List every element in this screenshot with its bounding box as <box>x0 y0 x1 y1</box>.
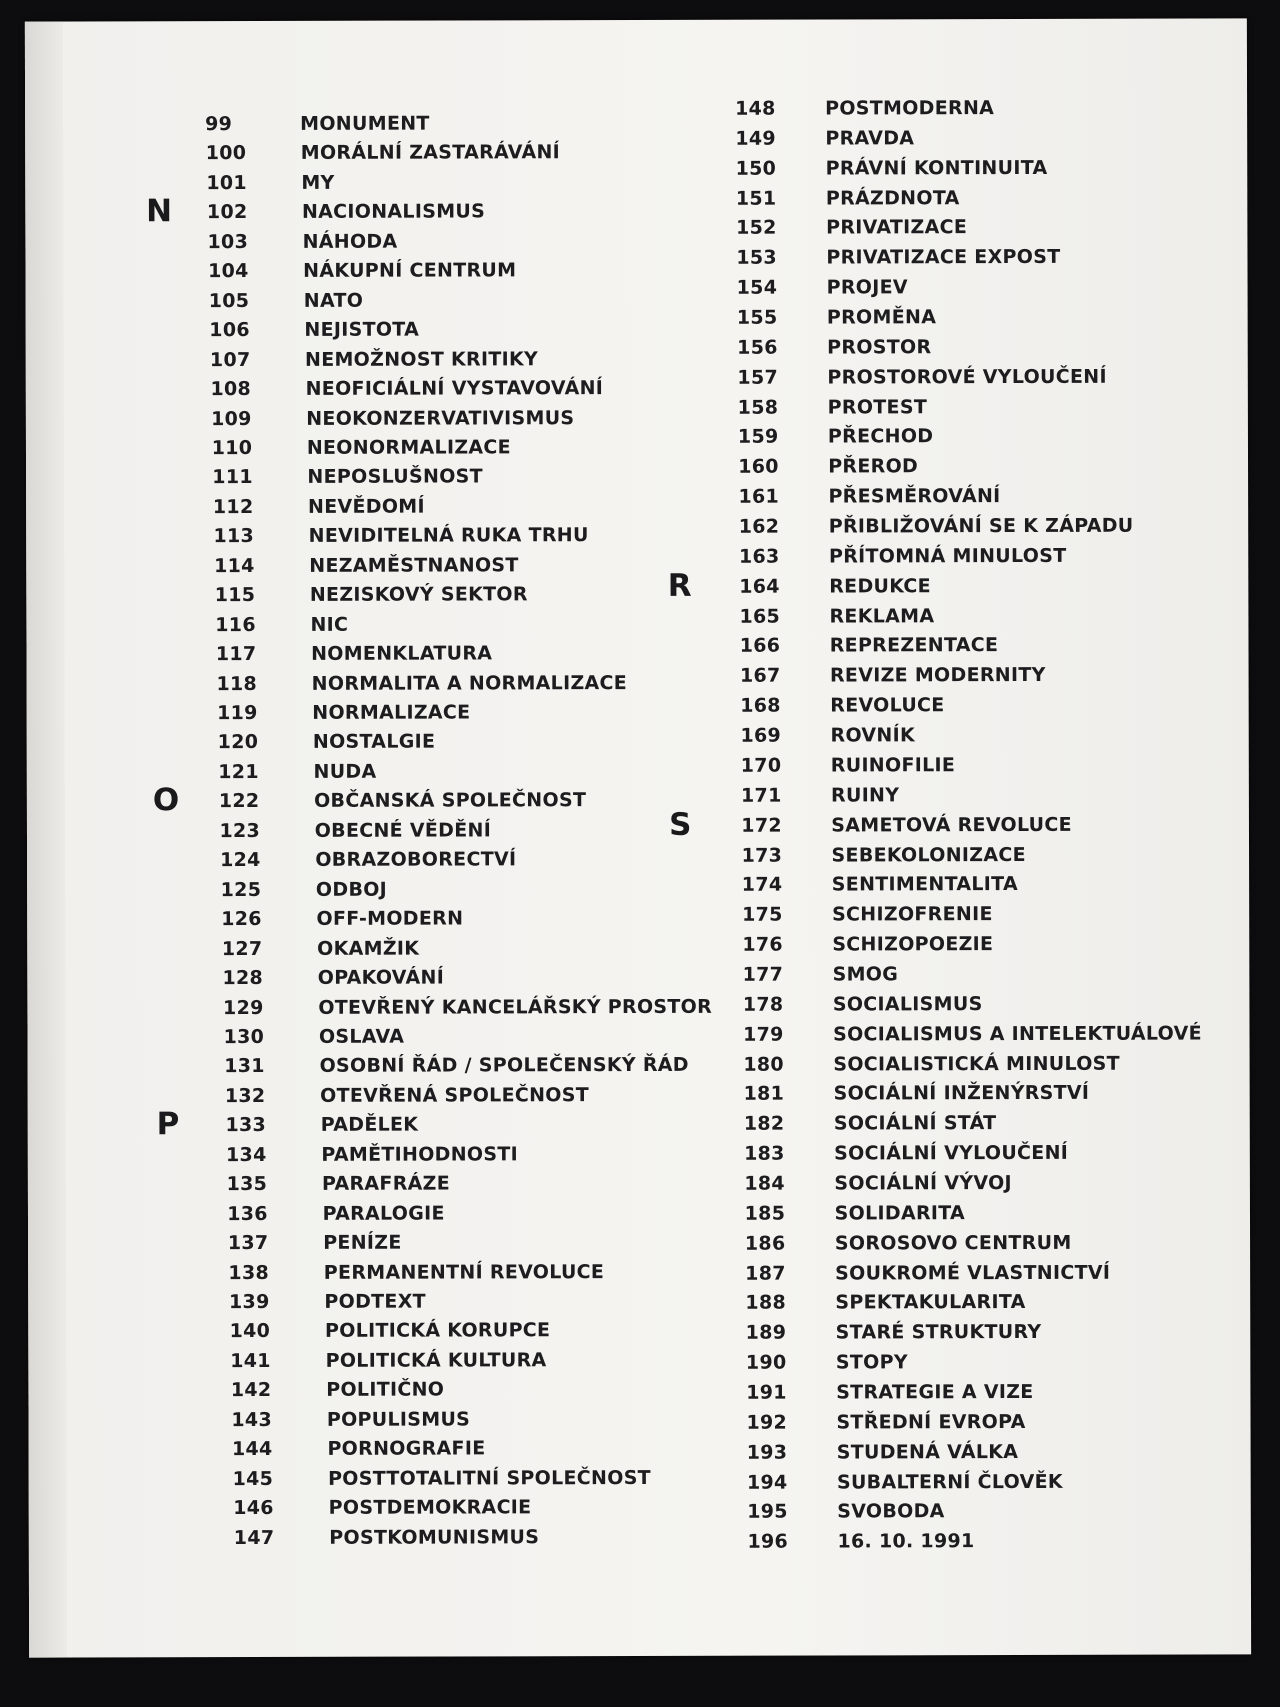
entry-page-number: 120 <box>217 731 259 754</box>
entry-page-number: 150 <box>735 157 777 180</box>
entry-term: PARALOGIE <box>322 1202 445 1225</box>
entry-term: SOCIALISTICKÁ MINULOST <box>833 1052 1120 1076</box>
entry-page-number: 179 <box>743 1023 784 1046</box>
entry-term: STRATEGIE A VIZE <box>836 1380 1034 1404</box>
entry-term: SOCIÁLNÍ VÝVOJ <box>834 1171 1012 1195</box>
entry-page-number: 123 <box>219 819 261 842</box>
entry-term: PRÁZDNOTA <box>825 186 960 210</box>
entry-page-number: 154 <box>736 276 778 299</box>
entry-term: REDUKCE <box>829 574 931 598</box>
entry-page-number: 195 <box>747 1501 788 1524</box>
entry-term: OSOBNÍ ŘÁD / SPOLEČENSKÝ ŘÁD <box>319 1054 689 1078</box>
entry-page-number: 186 <box>744 1232 786 1255</box>
entry-page-number: 101 <box>206 171 247 195</box>
entry-term: PROSTOROVÉ VYLOUČENÍ <box>827 365 1107 389</box>
entry-page-number: 137 <box>227 1232 269 1255</box>
entry-page-number: 107 <box>209 348 251 371</box>
entry-term: SPEKTAKULARITA <box>835 1291 1026 1314</box>
entry-page-number: 183 <box>744 1142 785 1165</box>
entry-page-number: 108 <box>210 378 252 401</box>
entry-page-number: 196 <box>747 1530 789 1553</box>
entry-page-number: 130 <box>223 1025 265 1049</box>
entry-page-number: 185 <box>744 1202 786 1225</box>
entry-page-number: 146 <box>233 1497 274 1520</box>
entry-term: SVOBODA <box>837 1500 945 1523</box>
entry-page-number: 175 <box>742 903 783 926</box>
entry-page-number: 142 <box>230 1379 272 1402</box>
entry-page-number: 121 <box>218 760 259 783</box>
entry-page-number: 184 <box>744 1172 785 1195</box>
entry-term: POSTDEMOKRACIE <box>328 1496 532 1519</box>
entry-page-number: 191 <box>746 1381 787 1404</box>
entry-term: PAMĚTIHODNOSTI <box>321 1143 518 1166</box>
entry-page-number: 157 <box>737 366 778 389</box>
entry-term: PRIVATIZACE <box>826 216 968 239</box>
entry-term: PORNOGRAFIE <box>327 1437 486 1461</box>
entry-term: SOCIÁLNÍ INŽENÝRSTVÍ <box>833 1082 1090 1105</box>
entry-term: NEONORMALIZACE <box>306 436 511 459</box>
entry-page-number: 156 <box>737 336 778 359</box>
entry-page-number: 110 <box>211 436 253 460</box>
entry-page-number: 143 <box>231 1408 272 1431</box>
entry-term: PROTEST <box>827 395 928 419</box>
entry-page-number: 135 <box>226 1173 268 1196</box>
entry-page-number: 139 <box>228 1290 270 1314</box>
entry-term: NÁHODA <box>302 230 398 253</box>
entry-page-number: 148 <box>735 97 776 120</box>
entry-term: STOPY <box>835 1351 908 1374</box>
entry-term: SOCIÁLNÍ STÁT <box>833 1112 997 1135</box>
entry-term: NEPOSLUŠNOST <box>307 465 483 489</box>
entry-term: OSLAVA <box>318 1025 405 1048</box>
entry-term: REVIZE MODERNITY <box>829 664 1046 687</box>
entry-page-number: 113 <box>213 525 255 548</box>
entry-term: PŘIBLIŽOVÁNÍ SE K ZÁPADU <box>828 514 1134 538</box>
entry-page-number: 152 <box>736 217 777 240</box>
entry-term: ROVNÍK <box>830 724 916 747</box>
entry-term: NÁKUPNÍ CENTRUM <box>303 259 517 283</box>
entry-page-number: 138 <box>228 1261 269 1284</box>
entry-page-number: 164 <box>739 575 780 598</box>
entry-page-number: 194 <box>746 1471 788 1494</box>
entry-term: OKAMŽIK <box>317 937 420 960</box>
entry-term: PARAFRÁZE <box>321 1172 451 1196</box>
entry-page-number: 99 <box>205 113 233 136</box>
entry-page-number: 127 <box>221 937 263 960</box>
entry-page-number: 104 <box>208 260 249 283</box>
entry-page-number: 178 <box>742 993 784 1016</box>
entry-term: NEJISTOTA <box>304 318 420 342</box>
entry-term: STŘEDNÍ EVROPA <box>836 1410 1026 1434</box>
entry-term: NOSTALGIE <box>312 730 436 754</box>
entry-term: SOROSOVO CENTRUM <box>834 1231 1072 1255</box>
entry-term: PŘÍTOMNÁ MINULOST <box>828 544 1067 568</box>
entry-page-number: 161 <box>738 485 780 508</box>
entry-page-number: 163 <box>738 545 780 568</box>
entry-term: PŘECHOD <box>827 425 934 448</box>
entry-term: PODTEXT <box>324 1290 426 1313</box>
entry-page-number: 140 <box>229 1320 271 1343</box>
entry-page-number: 126 <box>221 908 262 931</box>
entry-term: PRAVDA <box>825 127 915 150</box>
entry-page-number: 190 <box>745 1351 787 1374</box>
entry-page-number: 105 <box>208 289 250 312</box>
entry-page-number: 168 <box>740 694 781 717</box>
entry-term: POSTMODERNA <box>825 97 995 120</box>
entry-term: PŘESMĚROVÁNÍ <box>828 485 1001 508</box>
entry-term: 16. 10. 1991 <box>837 1530 975 1553</box>
entry-page-number: 172 <box>741 814 782 837</box>
entry-page-number: 102 <box>206 201 248 224</box>
entry-term: NORMALIZACE <box>312 701 471 724</box>
entry-term: SOCIALISMUS <box>832 992 983 1016</box>
entry-page-number: 151 <box>735 187 777 210</box>
entry-page-number: 171 <box>740 784 782 807</box>
entry-page-number: 159 <box>737 426 779 449</box>
entry-term: PROJEV <box>826 276 908 299</box>
entry-term: POLITIČNO <box>326 1378 445 1402</box>
entry-page-number: 162 <box>738 515 780 538</box>
entry-term: SENTIMENTALITA <box>831 873 1018 896</box>
entry-page-number: 119 <box>217 701 258 725</box>
entry-page-number: 166 <box>739 635 781 658</box>
section-letter-o: O <box>152 782 180 819</box>
entry-page-number: 188 <box>745 1292 786 1315</box>
entry-page-number: 147 <box>233 1526 275 1549</box>
entry-page-number: 136 <box>227 1202 268 1225</box>
entry-term: NEVIDITELNÁ RUKA TRHU <box>308 524 589 548</box>
entry-term: SCHIZOPOEZIE <box>832 933 994 956</box>
section-letter-s: S <box>669 806 692 843</box>
entry-term: SAMETOVÁ REVOLUCE <box>831 813 1072 837</box>
entry-term: NUDA <box>313 760 377 783</box>
entry-page-number: 109 <box>211 407 252 430</box>
entry-page-number: 116 <box>215 613 256 636</box>
section-letter-n: N <box>146 193 173 230</box>
entry-term: PADĚLEK <box>320 1113 419 1137</box>
entry-page-number: 176 <box>742 933 783 956</box>
entry-term: SOLIDARITA <box>834 1201 966 1225</box>
entry-page-number: 128 <box>222 967 264 990</box>
entry-term: STARÉ STRUKTURY <box>835 1321 1042 1344</box>
entry-page-number: 134 <box>225 1143 267 1166</box>
page-spine-shadow <box>25 22 67 1658</box>
entry-term: PROMĚNA <box>826 306 937 329</box>
entry-page-number: 117 <box>215 643 257 666</box>
entry-term: POPULISMUS <box>326 1408 471 1431</box>
entry-page-number: 111 <box>212 466 253 489</box>
entry-page-number: 122 <box>218 790 260 813</box>
entry-term: RUINOFILIE <box>830 754 956 777</box>
entry-term: POSTKOMUNISMUS <box>329 1525 540 1549</box>
entry-page-number: 160 <box>738 455 779 479</box>
entry-term: SOCIÁLNÍ VYLOUČENÍ <box>834 1141 1069 1165</box>
entry-term: NOMENKLATURA <box>311 642 493 665</box>
book-page <box>25 18 1251 1657</box>
entry-page-number: 189 <box>745 1321 787 1344</box>
entry-term: NATO <box>303 289 364 312</box>
entry-term: MORÁLNÍ ZASTARÁVÁNÍ <box>300 141 561 165</box>
entry-term: PRÁVNÍ KONTINUITA <box>825 156 1048 180</box>
entry-page-number: 180 <box>743 1053 784 1076</box>
entry-term: NEVĚDOMÍ <box>307 495 425 518</box>
entry-term: PROSTOR <box>827 336 932 359</box>
entry-term: NEZISKOVÝ SEKTOR <box>309 583 528 607</box>
entry-term: NEOKONZERVATIVISMUS <box>306 406 575 430</box>
entry-term: REPREZENTACE <box>829 634 999 657</box>
entry-page-number: 182 <box>743 1112 785 1135</box>
entry-term: PŘEROD <box>828 455 919 478</box>
entry-term: PRIVATIZACE EXPOST <box>826 246 1061 269</box>
entry-term: OBECNÉ VĚDĚNÍ <box>314 819 492 842</box>
entry-page-number: 133 <box>225 1114 267 1137</box>
entry-page-number: 173 <box>741 844 783 867</box>
entry-page-number: 131 <box>224 1055 265 1078</box>
entry-term: ODBOJ <box>315 878 388 901</box>
entry-term: MY <box>301 171 335 194</box>
entry-term: PERMANENTNÍ REVOLUCE <box>323 1260 605 1284</box>
entry-page-number: 193 <box>746 1441 788 1464</box>
entry-page-number: 106 <box>209 319 250 342</box>
entry-term: POLITICKÁ KORUPCE <box>324 1319 551 1343</box>
entry-page-number: 100 <box>205 142 247 165</box>
entry-page-number: 177 <box>742 963 784 986</box>
entry-page-number: 141 <box>230 1349 271 1372</box>
entry-term: NORMALITA A NORMALIZACE <box>311 671 628 695</box>
entry-term: NEMOŽNOST KRITIKY <box>304 347 539 371</box>
entry-page-number: 174 <box>741 873 783 897</box>
entry-term: PENÍZE <box>323 1231 402 1254</box>
entry-term: OBRAZOBORECTVÍ <box>315 848 517 872</box>
entry-page-number: 181 <box>743 1082 785 1106</box>
entry-term: OPAKOVÁNÍ <box>317 966 445 989</box>
entry-term: STUDENÁ VÁLKA <box>836 1440 1019 1464</box>
entry-page-number: 167 <box>739 664 781 688</box>
entry-page-number: 149 <box>735 127 776 150</box>
section-letter-r: R <box>667 567 692 604</box>
entry-page-number: 118 <box>216 672 258 695</box>
entry-page-number: 144 <box>231 1438 273 1461</box>
entry-page-number: 158 <box>737 396 779 419</box>
entry-page-number: 124 <box>220 849 261 872</box>
entry-page-number: 103 <box>207 230 249 253</box>
entry-page-number: 155 <box>736 306 778 329</box>
entry-term: SCHIZOFRENIE <box>832 903 993 926</box>
entry-term: POLITICKÁ KULTURA <box>325 1349 547 1372</box>
entry-term: SEBEKOLONIZACE <box>831 843 1026 866</box>
entry-page-number: 129 <box>223 996 264 1019</box>
entry-page-number: 115 <box>214 584 256 607</box>
entry-term: OTEVŘENÝ KANCELÁŘSKÝ PROSTOR <box>318 995 713 1019</box>
entry-term: OFF-MODERN <box>316 907 464 930</box>
entry-page-number: 125 <box>220 878 262 901</box>
entry-term: NEOFICIÁLNÍ VYSTAVOVÁNÍ <box>305 377 604 400</box>
entry-page-number: 132 <box>224 1084 266 1107</box>
entry-page-number: 192 <box>746 1411 788 1434</box>
entry-term: NIC <box>310 613 349 636</box>
entry-page-number: 165 <box>739 605 781 628</box>
entry-term: REVOLUCE <box>830 694 945 717</box>
entry-term: NACIONALISMUS <box>301 200 486 224</box>
entry-term: REKLAMA <box>829 604 935 628</box>
entry-page-number: 169 <box>740 724 782 747</box>
entry-term: SOCIALISMUS A INTELEKTUÁLOVÉ <box>833 1022 1202 1046</box>
entry-page-number: 153 <box>736 246 777 270</box>
entry-term: NEZAMĚSTNANOST <box>309 554 519 577</box>
entry-term: SMOG <box>832 963 899 986</box>
section-letter-p: P <box>156 1106 180 1143</box>
entry-term: OTEVŘENÁ SPOLEČNOST <box>320 1083 590 1107</box>
entry-page-number: 112 <box>212 495 254 518</box>
entry-page-number: 187 <box>745 1262 786 1285</box>
entry-page-number: 114 <box>214 554 255 577</box>
entry-term: POSTTOTALITNÍ SPOLEČNOST <box>328 1466 651 1490</box>
entry-term: OBČANSKÁ SPOLEČNOST <box>314 789 587 813</box>
entry-page-number: 145 <box>232 1467 274 1490</box>
entry-term: MONUMENT <box>300 112 430 135</box>
entry-term: SOUKROMÉ VLASTNICTVÍ <box>835 1261 1111 1285</box>
entry-page-number: 170 <box>740 754 782 777</box>
entry-term: SUBALTERNÍ ČLOVĚK <box>836 1470 1063 1494</box>
entry-term: RUINY <box>830 784 900 807</box>
